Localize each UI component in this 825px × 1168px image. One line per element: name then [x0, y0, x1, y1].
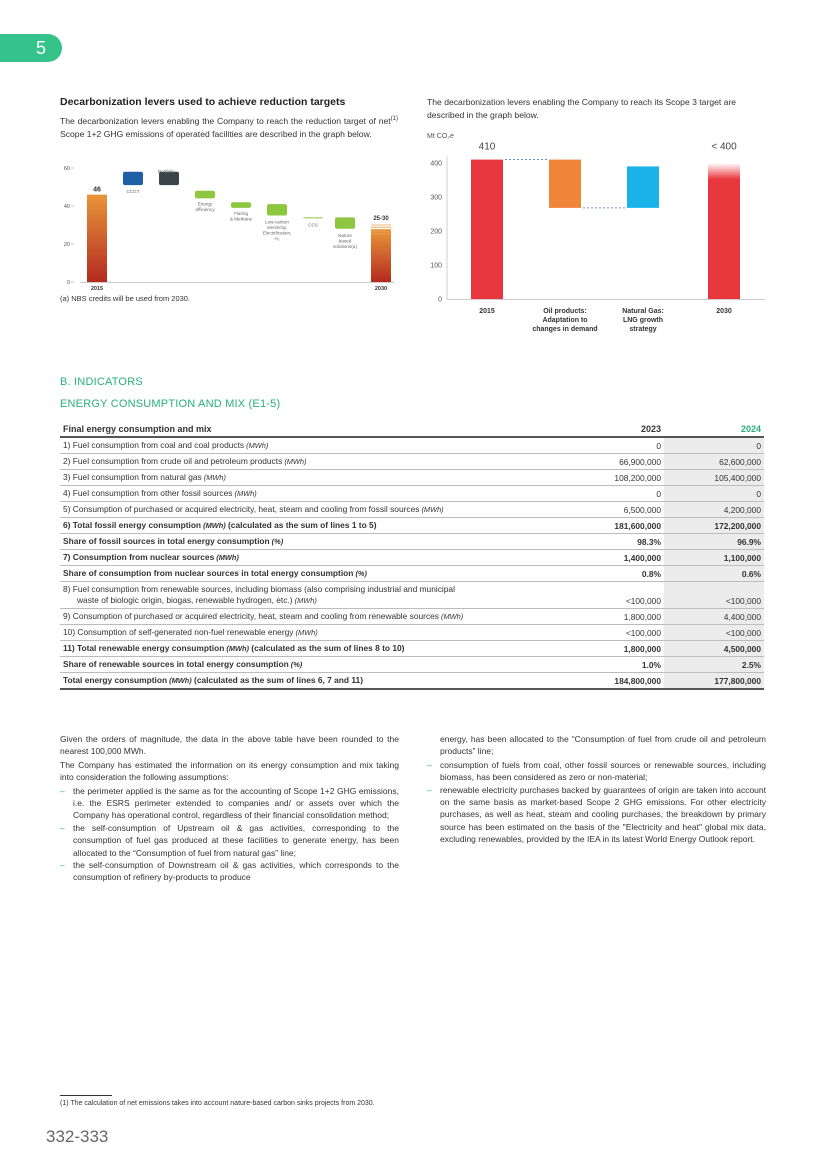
row-unit: (%)	[353, 569, 367, 578]
bar-oil-products-adaptation-to-cha	[549, 160, 581, 208]
row-label	[60, 470, 564, 486]
value-2023: 66,900,000	[564, 454, 664, 470]
row-label-text: 8) Fuel consumption from renewable sources, including biomass (also comprising industrial and municipal	[63, 584, 455, 594]
step-label: CCS	[308, 222, 318, 228]
row-unit: (MWh)	[292, 596, 317, 605]
row-label	[60, 673, 564, 690]
table-row	[60, 486, 764, 502]
table-row	[60, 502, 764, 518]
table-row	[60, 657, 764, 673]
row-unit: (MWh)	[419, 505, 444, 514]
value-2024: 62,600,000	[664, 454, 764, 470]
right-chart-y-tick: 200	[430, 228, 442, 236]
table-row	[60, 454, 764, 470]
section-title: B. INDICATORS	[60, 376, 143, 388]
list-item-text: the self-consumption of Downstream oil & gas activities, which corresponds to the consumption of refinery by-products to produce	[73, 860, 399, 883]
right-waterfall-chart	[427, 128, 767, 343]
value-2023: 181,600,000	[564, 518, 664, 534]
left-desc-footnote-ref[interactable]: (1)	[390, 116, 398, 122]
value-2023: 1,800,000	[564, 609, 664, 625]
bar-ccgt	[123, 172, 143, 185]
bullet-dash: –	[427, 784, 432, 795]
table-header-label: Final energy consumption and mix	[60, 422, 564, 437]
value-2024: <100,000	[664, 625, 764, 641]
row-label-text: 3) Fuel consumption from natural gas	[63, 472, 202, 482]
bar-2030	[708, 163, 740, 299]
row-label-text: 4) Fuel consumption from other fossil sources	[63, 488, 233, 498]
table-body	[60, 437, 764, 689]
row-label-text: Share of fossil sources in total energy consumption	[63, 536, 270, 546]
bullet-dash: –	[60, 822, 65, 833]
value-2023: 6,500,000	[564, 502, 664, 518]
value-2023: 98.3%	[564, 534, 664, 550]
row-label	[60, 550, 564, 566]
right-chart-unit-label: Mt CO₂e	[427, 133, 454, 140]
bar-energy-efficiency	[195, 191, 215, 199]
row-label-text: Share of consumption from nuclear sources in total energy consumption	[63, 568, 354, 578]
paragraph-assumptions: The Company has estimated the information on its energy consumption and mix taking into consideration the following assumptions:	[60, 759, 399, 783]
table-row	[60, 673, 764, 690]
table-row	[60, 550, 764, 566]
step-label: Portfolio	[158, 168, 175, 174]
row-label	[60, 625, 564, 641]
row-label-text-line2: waste of biologic origin, biogas, renewable hydrogen, etc.)	[77, 595, 293, 605]
left-chart-title: Decarbonization levers used to achieve reduction targets	[60, 96, 346, 108]
list-item	[60, 859, 399, 884]
row-unit: (%)	[269, 537, 284, 546]
category-label: 2030	[716, 308, 732, 315]
value-2024: 0	[664, 437, 764, 454]
row-label-text: Share of renewable sources in total energy consumption	[63, 659, 289, 669]
row-unit: (MWh)	[224, 644, 249, 653]
list-item-text: the perimeter applied is the same as for the accounting of Scope 1+2 GHG emissions, i.e. the ESRS perimeter extended to companies and/ or assets over which the Company has operational control, regardless of their financial consolidation method;	[73, 785, 399, 821]
row-unit: (MWh)	[438, 612, 464, 621]
value-2024: 0.6%	[664, 566, 764, 582]
value-2024: 4,400,000	[664, 609, 764, 625]
step-label: Energy efficiency	[195, 201, 215, 212]
text-column-left	[60, 733, 399, 884]
value-2023: <100,000	[564, 625, 664, 641]
table-row	[60, 641, 764, 657]
list-item-text: renewable electricity purchases backed by guarantees of origin are taken into account on the same basis as market-based Scope 2 GHG emissions. For other electricity purchases, as well as heat, steam and cooling purchases, the breakdown by primary source has been estimated on the basis of the "Electricity and heat" global mix data, excluding renewables, provided by the IEA in its latest World Energy Outlook report.	[440, 784, 766, 845]
step-label: Low-carbon electricity, Electrification, H₂	[262, 219, 292, 241]
paragraph-rounding: Given the orders of magnitude, the data in the above table have been rounded to the nearest 100,000 MWh.	[60, 734, 399, 757]
row-unit: (MWh)	[201, 473, 226, 482]
row-label-suffix: (calculated as the sum of lines 8 to 10)	[248, 643, 405, 653]
list-item	[60, 785, 399, 822]
category-label: Oil products: Adaptation to changes in demand	[532, 308, 598, 333]
bar-2015-value: 46	[93, 186, 101, 194]
bar-value-label: 410	[478, 141, 496, 153]
bar-2030-value: 25-30	[373, 216, 389, 223]
value-2024: 105,400,000	[664, 470, 764, 486]
left-chart-y-tick: 40	[63, 204, 70, 210]
list-item	[427, 784, 766, 846]
value-2023: 0.8%	[564, 566, 664, 582]
value-2024: 2.5%	[664, 657, 764, 673]
row-unit: (MWh)	[282, 457, 307, 466]
row-label	[60, 486, 564, 502]
energy-consumption-table	[60, 422, 764, 690]
table-row	[60, 582, 764, 609]
list-item-text: the self-consumption of Upstream oil & gas activities, corresponding to the consumption of fuel gas produced at these facilities to generate energy, has been allocated to the “Consumption of fuel from natural gas” line;	[73, 822, 399, 858]
row-label-text: 11) Total renewable energy consumption	[63, 643, 225, 653]
table-header-row	[60, 422, 764, 437]
row-unit: (MWh)	[201, 521, 226, 530]
row-unit: (MWh)	[214, 553, 239, 562]
right-chart-bars	[471, 160, 740, 299]
list-item-text: consumption of fuels from coal, other fossil sources or renewable sources, including biomass, has been considered as zero or non-material;	[440, 759, 766, 783]
value-2023: 1.0%	[564, 657, 664, 673]
row-unit: (MWh)	[167, 676, 192, 685]
row-label	[60, 534, 564, 550]
row-unit: (MWh)	[293, 628, 318, 637]
value-2023: <100,000	[564, 582, 664, 609]
list-item	[427, 759, 766, 784]
step-label: CCGT	[126, 189, 140, 195]
bar-value-label: < 400	[711, 141, 737, 153]
assumptions-list-right	[427, 759, 766, 846]
table-row	[60, 609, 764, 625]
category-label: Natural Gas: LNG growth strategy	[622, 308, 664, 333]
category-label: 2015	[479, 308, 495, 315]
paragraph-continued: energy, has been allocated to the “Consumption of fuel from crude oil and petroleum products” line;	[440, 734, 766, 757]
row-label	[60, 502, 564, 518]
row-label-text: 9) Consumption of purchased or acquired electricity, heat, steam and cooling from renewable sources	[63, 611, 439, 621]
table-row	[60, 470, 764, 486]
row-label-suffix: (calculated as the sum of lines 6, 7 and 11)	[191, 675, 363, 685]
step-label: Nature based solutions(a)	[333, 232, 357, 249]
table-row	[60, 534, 764, 550]
row-label	[60, 437, 564, 454]
row-label-text: 7) Consumption from nuclear sources	[63, 552, 215, 562]
value-2023: 1,400,000	[564, 550, 664, 566]
row-label	[60, 454, 564, 470]
bar-nature-based-solutions	[335, 217, 355, 228]
row-label	[60, 657, 564, 673]
row-unit: (MWh)	[232, 489, 257, 498]
bar-2030	[371, 230, 391, 282]
subsection-title: ENERGY CONSUMPTION AND MIX (E1-5)	[60, 398, 281, 410]
footnote-divider	[60, 1095, 112, 1096]
value-2024: 1,100,000	[664, 550, 764, 566]
table-row	[60, 437, 764, 454]
left-desc-post: Scope 1+2 GHG emissions of operated facilities are described in the graph below.	[60, 128, 372, 139]
step-label: Flaring & Methane	[229, 210, 253, 222]
left-chart-description	[60, 113, 398, 141]
bar-low-carbon-electricity-electrification-h-	[267, 204, 287, 215]
footnote: (1) The calculation of net emissions takes into account nature-based carbon sinks projects from 2030.	[60, 1100, 375, 1107]
right-chart-y-tick: 0	[438, 296, 442, 304]
bar-2030-label: 2030	[374, 286, 388, 292]
row-label	[60, 566, 564, 582]
left-chart-y-tick: 0	[66, 280, 70, 286]
bar-flaring-methane	[231, 202, 251, 208]
row-unit: (%)	[288, 660, 303, 669]
value-2023: 1,800,000	[564, 641, 664, 657]
list-item	[60, 822, 399, 859]
table-row	[60, 566, 764, 582]
row-label	[60, 641, 564, 657]
row-label	[60, 609, 564, 625]
right-chart-y-tick: 300	[430, 194, 442, 202]
right-chart-labels	[479, 142, 737, 333]
value-2023: 0	[564, 486, 664, 502]
assumptions-list-left	[60, 785, 399, 884]
row-label-text: 1) Fuel consumption from coal and coal products	[63, 440, 245, 450]
text-column-right	[427, 733, 766, 846]
row-unit: (MWh)	[244, 441, 269, 450]
row-label-suffix: (calculated as the sum of lines 1 to 5)	[225, 520, 377, 530]
bar-2015	[471, 160, 503, 299]
left-waterfall-chart	[60, 160, 400, 293]
bar-natural-gas-lng-growth-strateg	[627, 166, 659, 207]
left-chart-y-tick: 20	[63, 242, 70, 248]
page-section-badge: 5	[0, 34, 62, 62]
bullet-dash: –	[60, 860, 65, 871]
right-chart-y-tick: 100	[430, 262, 442, 270]
row-label-text: 5) Consumption of purchased or acquired electricity, heat, steam and cooling from fossil sources	[63, 504, 420, 514]
row-label-text: 6) Total fossil energy consumption	[63, 520, 202, 530]
row-label-text: 2) Fuel consumption from crude oil and petroleum products	[63, 456, 283, 466]
value-2024: 177,800,000	[664, 673, 764, 690]
table-row	[60, 518, 764, 534]
page-number: 332-333	[46, 1127, 109, 1146]
bar-2015	[87, 195, 107, 282]
value-2024: 96.9%	[664, 534, 764, 550]
bar-ccs	[303, 217, 323, 218]
left-chart-note: (a) NBS credits will be used from 2030.	[60, 294, 191, 303]
row-label-text: Total energy consumption	[63, 675, 168, 685]
value-2024: 172,200,000	[664, 518, 764, 534]
bullet-dash: –	[60, 785, 65, 796]
left-chart-labels	[91, 169, 389, 292]
value-2024: 4,500,000	[664, 641, 764, 657]
bullet-dash: –	[427, 759, 432, 770]
left-chart-y-tick: 60	[63, 166, 70, 172]
value-2023: 108,200,000	[564, 470, 664, 486]
right-chart-description: The decarbonization levers enabling the Company to reach its Scope 3 target are described in the graph below.	[427, 97, 737, 120]
row-label	[60, 582, 564, 609]
value-2023: 184,800,000	[564, 673, 664, 690]
row-label	[60, 518, 564, 534]
table-row	[60, 625, 764, 641]
value-2024: 0	[664, 486, 764, 502]
value-2023: 0	[564, 437, 664, 454]
value-2024: <100,000	[664, 582, 764, 609]
right-chart-y-tick: 400	[430, 160, 442, 168]
bar-2015-label: 2015	[90, 286, 104, 292]
table-header-2024: 2024	[664, 422, 764, 437]
left-desc-pre: The decarbonization levers enabling the Company to reach the reduction target of net	[60, 115, 391, 126]
row-label-text: 10) Consumption of self-generated non-fuel renewable energy	[63, 627, 294, 637]
value-2024: 4,200,000	[664, 502, 764, 518]
table-header-2023: 2023	[564, 422, 664, 437]
